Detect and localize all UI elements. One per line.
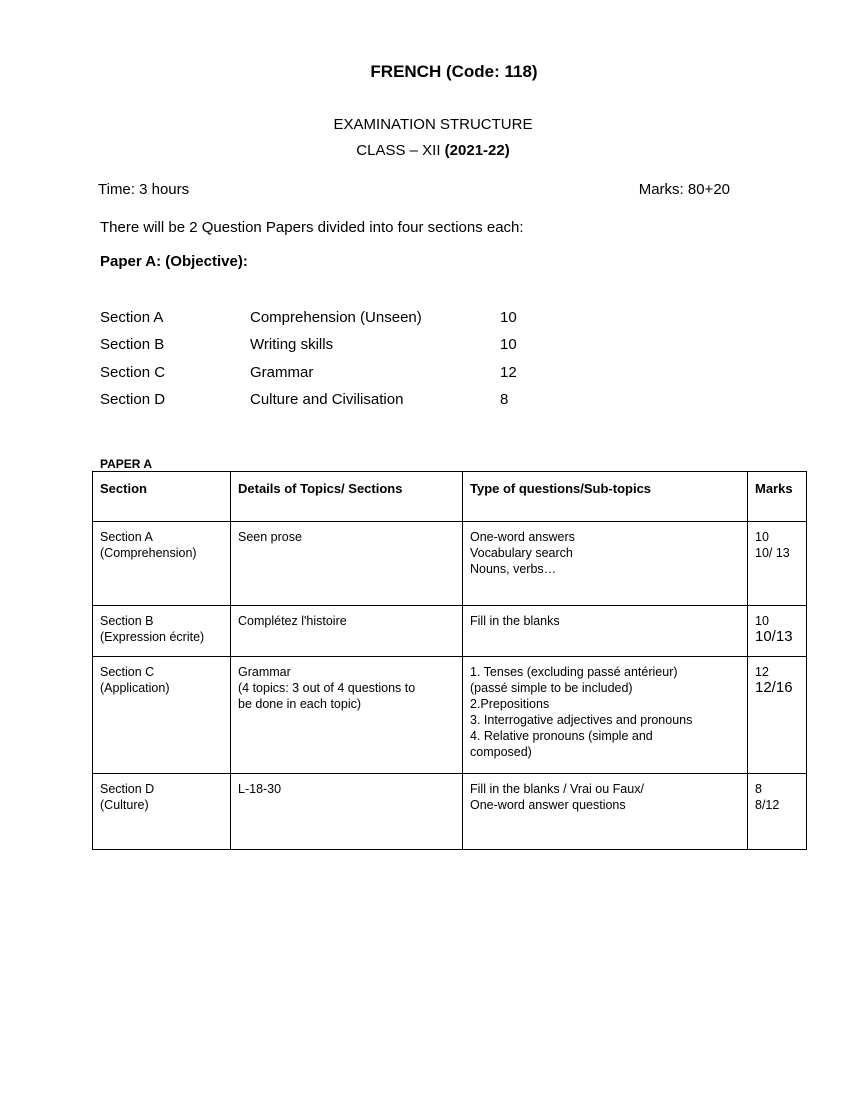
text: 8: [755, 782, 762, 796]
text: 10/ 13: [755, 546, 790, 560]
section-topic: Writing skills: [250, 336, 334, 353]
text: 4. Relative pronouns (simple and: [470, 729, 653, 743]
text: 8/12: [755, 798, 780, 812]
header-details: Details of Topics/ Sections: [231, 472, 463, 522]
text: be done in each topic): [238, 697, 362, 711]
text: 3. Interrogative adjectives and pronouns: [470, 713, 693, 727]
cell-details: [231, 522, 463, 606]
marks-label: Marks: 80+20: [638, 181, 730, 198]
table-label: PAPER A: [100, 457, 153, 471]
section-marks: 10: [500, 309, 517, 326]
class-year: (2021-22): [444, 142, 510, 159]
section-name: Section A: [100, 309, 164, 326]
text: One-word answer questions: [470, 798, 626, 812]
time-label: Time: 3 hours: [98, 181, 190, 198]
class-line: [0, 142, 850, 159]
cell-marks: [748, 657, 807, 774]
text: 10: [755, 530, 769, 544]
section-topic: Grammar: [250, 364, 314, 381]
section-name: Section B: [100, 336, 165, 353]
paper-a-heading: Paper A: (Objective):: [100, 253, 248, 270]
header-type: Type of questions/Sub-topics: [463, 472, 748, 522]
class-label: CLASS – XII: [356, 142, 441, 159]
table-header-row: [93, 472, 807, 522]
table-row: [93, 606, 807, 657]
text: Section C: [100, 665, 155, 679]
cell-details: [231, 774, 463, 850]
text: 12: [755, 665, 769, 679]
section-marks: 10: [500, 336, 517, 353]
text: 12/16: [755, 679, 793, 696]
text: (passé simple to be included): [470, 681, 633, 695]
text: One-word answers: [470, 530, 575, 544]
section-topic: Culture and Civilisation: [250, 391, 404, 408]
cell-type: [463, 606, 748, 657]
text: Grammar: [238, 665, 291, 679]
text: (4 topics: 3 out of 4 questions to: [238, 681, 416, 695]
text: (Expression écrite): [100, 630, 205, 644]
text: 1. Tenses (excluding passé antérieur): [470, 665, 678, 679]
text: Section A: [100, 530, 153, 544]
text: Fill in the blanks / Vrai ou Faux/: [470, 782, 644, 796]
section-marks: 12: [500, 364, 517, 381]
text: Fill in the blanks: [470, 614, 560, 628]
section-name: Section D: [100, 391, 166, 408]
text: composed): [470, 745, 532, 759]
section-marks: 8: [500, 391, 509, 408]
header-section: Section: [93, 472, 231, 522]
text: Seen prose: [238, 530, 302, 544]
cell-details: [231, 657, 463, 774]
text: Vocabulary search: [470, 546, 573, 560]
cell-details: [231, 606, 463, 657]
subtitle: EXAMINATION STRUCTURE: [333, 116, 533, 133]
cell-type: [463, 522, 748, 606]
cell-type: [463, 657, 748, 774]
cell-marks: [748, 522, 807, 606]
table-row: [93, 774, 807, 850]
text: L-18-30: [238, 782, 282, 796]
cell-marks: [748, 606, 807, 657]
cell-section: [93, 774, 231, 850]
text: 10/13: [755, 628, 793, 645]
text: 2.Prepositions: [470, 697, 550, 711]
text: Section D: [100, 782, 155, 796]
paper-a-table: [92, 471, 807, 850]
cell-section: [93, 522, 231, 606]
table-row: [93, 657, 807, 774]
section-name: Section C: [100, 364, 166, 381]
cell-type: [463, 774, 748, 850]
page-title: FRENCH (Code: 118): [370, 62, 538, 81]
text: (Application): [100, 681, 170, 695]
table-row: [93, 522, 807, 606]
text: 10: [755, 614, 769, 628]
text: (Culture): [100, 798, 149, 812]
section-topic: Comprehension (Unseen): [250, 309, 422, 326]
cell-marks: [748, 774, 807, 850]
intro-text: There will be 2 Question Papers divided into four sections each:: [100, 219, 524, 236]
cell-section: [93, 606, 231, 657]
text: Section B: [100, 614, 154, 628]
text: Complétez l'histoire: [238, 614, 347, 628]
header-marks: Marks: [748, 472, 807, 522]
text: Nouns, verbs…: [470, 562, 557, 576]
cell-section: [93, 657, 231, 774]
text: (Comprehension): [100, 546, 197, 560]
